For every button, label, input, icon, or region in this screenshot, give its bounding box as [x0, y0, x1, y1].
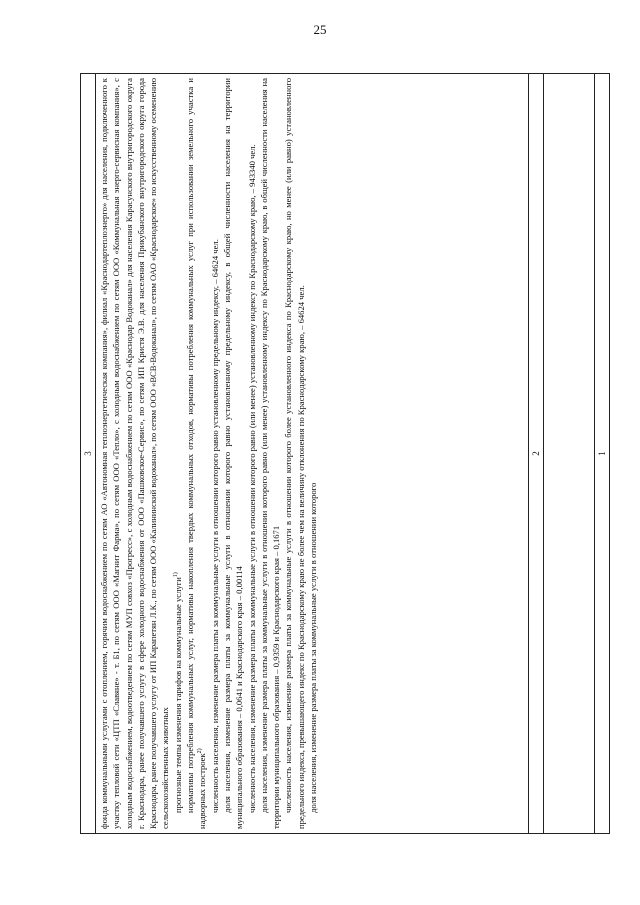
paragraph-text: численность населения, изменение размера платы за коммунальные услуги в отношении которого более установленного индекса по Краснодарскому краю, но менее (или равно) установленного предельного индекса, превышающего индекс по Краснодарскому краю не более чем на величину отклонения по Краснодарскому краю, – 64624 чел.: [283, 78, 306, 829]
paragraph-p8: [282, 78, 307, 829]
table-body-row: [96, 74, 529, 834]
paragraph-p3: [184, 78, 209, 829]
paragraph-p1: [98, 78, 172, 829]
paragraph-text: нормативы потребления коммунальных услуг, нормативы накопления твердых коммунальных отходов, нормативы потребления коммунальных услуг при использовании земельного участка и надворных построек: [185, 78, 208, 829]
header-col-3: 3: [81, 74, 96, 834]
paragraph-p5: [221, 78, 246, 829]
paragraph-p6: [246, 78, 258, 829]
footnote-mark: 1): [172, 572, 179, 578]
paragraph-p9: [307, 78, 319, 829]
empty-cell-col2: [544, 74, 595, 834]
paragraph-text: численность населения, изменение размера платы за коммунальные услуги в отношении которого равно (или менее) установленному индексу по Краснодарскому краю, – 943340 чел.: [246, 144, 257, 813]
table-header-row: [81, 74, 96, 834]
paragraph-p4: [209, 78, 221, 829]
paragraph-p2: [172, 78, 184, 829]
rotated-table-container: [80, 74, 607, 834]
footnote-mark: 2): [197, 748, 204, 754]
paragraph-text: прогнозные темпы изменения тарифов на коммунальные услуги: [172, 577, 183, 813]
page-number: 25: [313, 22, 327, 37]
table-header-row-col1: [595, 74, 610, 834]
paragraph-text: фонда коммунальными услугами с отоплением, горячим водоснабжением по сетям АО «Автономная теплоэнергетическая компания», филиал «Краснодартеплоэнерго» для населения, подключенного к участку тепловой сети «ЦТП «Славяне» - т. Б1, по сетям ООО «Магнит Фарма», по сетям ООО «Тепло», с холодным водоснабжением по сетям ООО «Коммунальная энерго-сервисная компания», с холодным водоснабжением, водоотведением по сетям МУП совхоз «Прогресс», с холодным водоснабжением по сетям ООО «Краснодар Водоканал» для населения Карасунского внутригородского округа г. Краснодара, ранее получавшего услугу в сфере холодного водоснабжения от ООО «Пашковское-Сервис», по сетям ИП Кристя Э.В. для населения Прикубанского внутригородского округа города Краснодара, ранее получавшего услугу от ИП Карапетян Л.К., по сетям ООО «Калининский водоканал», по сетям ООО «ВСВ-Водоканал», по сетям ОАО «Краснодарское» по искусственному осеменению сельскохозяйственных животных: [99, 78, 171, 829]
table-header-row-col2: [529, 74, 544, 834]
paragraph-p7: [258, 78, 283, 829]
header-col-2: 2: [529, 74, 544, 834]
paragraph-text: доля населения, изменение размера платы за коммунальные услуги в отношении которого равно (или менее) установленному индексу по Краснодарскому краю, в общей численности населения на территории муниципального образования – 0,9359 и Краснодарского края – 0,1671: [258, 78, 282, 829]
content-cell: [96, 74, 529, 834]
paragraph-text: доля населения, изменение размера платы за коммунальные услуги в отношении которого: [308, 482, 319, 813]
paragraph-text: доля населения, изменение размера платы за коммунальные услуги в отношении которого равно установленному предельному индексу, в общей численности населения на территории муниципального образования – 0,0641 и Краснодарского края – 0,00114: [221, 78, 245, 829]
data-table: [80, 73, 610, 834]
table-body-row-col2: [544, 74, 595, 834]
header-col-1: 1: [595, 74, 610, 834]
paragraph-text: численность населения, изменение размера платы за коммунальные услуги в отношении которого равно установленному предельному индексу, – 64624 чел.: [209, 239, 220, 813]
